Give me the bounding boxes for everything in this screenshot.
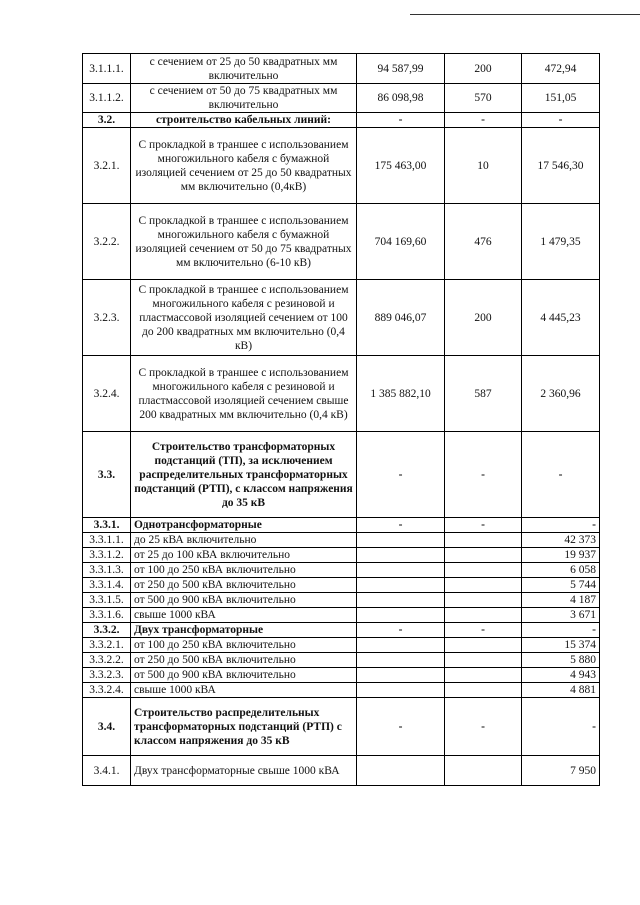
item-number: 3.3.1.3. [83, 563, 131, 578]
table-row [83, 204, 600, 280]
item-quantity [445, 548, 522, 563]
table-row [83, 54, 600, 84]
table-row [83, 623, 600, 638]
item-cost: - [357, 432, 445, 518]
item-quantity: 200 [445, 54, 522, 84]
item-rate: 4 445,23 [522, 280, 600, 356]
table-row [83, 533, 600, 548]
item-rate: - [522, 623, 600, 638]
item-description: от 100 до 250 кВА включительно [131, 563, 357, 578]
item-quantity [445, 608, 522, 623]
item-rate: 17 546,30 [522, 128, 600, 204]
item-number: 3.1.1.1. [83, 54, 131, 84]
item-quantity: 200 [445, 280, 522, 356]
item-cost: 889 046,07 [357, 280, 445, 356]
item-description: Двух трансформаторные свыше 1000 кВА [131, 756, 357, 786]
item-number: 3.4.1. [83, 756, 131, 786]
item-rate: 19 937 [522, 548, 600, 563]
item-cost [357, 563, 445, 578]
item-rate: 4 881 [522, 683, 600, 698]
item-number: 3.3.2.3. [83, 668, 131, 683]
item-number: 3.3.1.2. [83, 548, 131, 563]
item-number: 3.3.2.2. [83, 653, 131, 668]
item-description: от 100 до 250 кВА включительно [131, 638, 357, 653]
item-quantity: - [445, 518, 522, 533]
item-number: 3.2. [83, 113, 131, 128]
item-quantity: 587 [445, 356, 522, 432]
item-rate: 5 880 [522, 653, 600, 668]
item-quantity [445, 653, 522, 668]
item-description: с сечением от 50 до 75 квадратных мм включительно [131, 84, 357, 113]
tariff-table [82, 53, 600, 786]
item-quantity: - [445, 113, 522, 128]
item-quantity [445, 668, 522, 683]
item-cost [357, 638, 445, 653]
item-cost: 86 098,98 [357, 84, 445, 113]
item-quantity: 10 [445, 128, 522, 204]
item-cost: - [357, 518, 445, 533]
item-description: свыше 1000 кВА [131, 608, 357, 623]
table-row [83, 638, 600, 653]
item-rate: 7 950 [522, 756, 600, 786]
item-rate: 6 058 [522, 563, 600, 578]
table-row [83, 608, 600, 623]
item-cost [357, 756, 445, 786]
header-rule [410, 14, 640, 15]
item-rate: 15 374 [522, 638, 600, 653]
item-description: от 250 до 500 кВА включительно [131, 653, 357, 668]
item-cost: 94 587,99 [357, 54, 445, 84]
table-row [83, 280, 600, 356]
item-rate: 42 373 [522, 533, 600, 548]
item-rate: 4 187 [522, 593, 600, 608]
item-cost: 1 385 882,10 [357, 356, 445, 432]
item-cost [357, 668, 445, 683]
item-description: Двух трансформаторные [131, 623, 357, 638]
item-rate: - [522, 698, 600, 756]
item-description: Строительство трансформаторных подстанций (ТП), за исключением распределительных трансформаторных подстанций (РТП), с классом напряжения до 35 кВ [131, 432, 357, 518]
item-description: Строительство распределительных трансформаторных подстанций (РТП) с классом напряжения до 35 кВ [131, 698, 357, 756]
item-cost [357, 608, 445, 623]
table-row [83, 84, 600, 113]
item-rate: 151,05 [522, 84, 600, 113]
item-quantity [445, 683, 522, 698]
item-quantity: - [445, 432, 522, 518]
table-row [83, 548, 600, 563]
item-cost [357, 683, 445, 698]
table-row [83, 698, 600, 756]
item-description: от 25 до 100 кВА включительно [131, 548, 357, 563]
item-cost: - [357, 113, 445, 128]
item-number: 3.3.1.4. [83, 578, 131, 593]
item-description: с сечением от 25 до 50 квадратных мм включительно [131, 54, 357, 84]
item-number: 3.3.2. [83, 623, 131, 638]
table-row [83, 668, 600, 683]
item-quantity: - [445, 623, 522, 638]
item-number: 3.3. [83, 432, 131, 518]
table-row [83, 518, 600, 533]
item-rate: - [522, 432, 600, 518]
item-number: 3.2.3. [83, 280, 131, 356]
item-number: 3.4. [83, 698, 131, 756]
item-rate: 5 744 [522, 578, 600, 593]
table-row [83, 356, 600, 432]
item-description: С прокладкой в траншее с использованием многожильного кабеля с резиновой и пластмассовой изоляцией сечением свыше 200 квадратных мм включительно (0,4 кВ) [131, 356, 357, 432]
item-description: С прокладкой в траншее с использованием многожильного кабеля с бумажной изоляцией сечением от 50 до 75 квадратных мм включительно (6-10 кВ) [131, 204, 357, 280]
item-cost: - [357, 623, 445, 638]
item-number: 3.2.4. [83, 356, 131, 432]
item-cost [357, 653, 445, 668]
item-number: 3.3.2.1. [83, 638, 131, 653]
item-number: 3.3.1.5. [83, 593, 131, 608]
item-description: до 25 кВА включительно [131, 533, 357, 548]
item-number: 3.2.1. [83, 128, 131, 204]
item-rate: 3 671 [522, 608, 600, 623]
item-rate: - [522, 518, 600, 533]
item-cost: 704 169,60 [357, 204, 445, 280]
item-quantity [445, 533, 522, 548]
item-rate: 2 360,96 [522, 356, 600, 432]
item-description: свыше 1000 кВА [131, 683, 357, 698]
item-quantity: 570 [445, 84, 522, 113]
item-description: Однотрансформаторные [131, 518, 357, 533]
item-number: 3.2.2. [83, 204, 131, 280]
item-description: от 250 до 500 кВА включительно [131, 578, 357, 593]
item-cost [357, 548, 445, 563]
table-row [83, 432, 600, 518]
table-row [83, 593, 600, 608]
item-quantity [445, 638, 522, 653]
item-cost: 175 463,00 [357, 128, 445, 204]
table-row [83, 578, 600, 593]
table-row [83, 113, 600, 128]
item-number: 3.3.1.6. [83, 608, 131, 623]
item-number: 3.3.1.1. [83, 533, 131, 548]
item-description: С прокладкой в траншее с использованием многожильного кабеля с бумажной изоляцией сечением от 25 до 50 квадратных мм включительно (0,4кВ) [131, 128, 357, 204]
table-body [83, 54, 600, 786]
item-quantity: - [445, 698, 522, 756]
item-rate: - [522, 113, 600, 128]
item-rate: 472,94 [522, 54, 600, 84]
item-description: С прокладкой в траншее с использованием многожильного кабеля с резиновой и пластмассовой изоляцией сечением от 100 до 200 квадратных мм включительно (0,4 кВ) [131, 280, 357, 356]
table-row [83, 756, 600, 786]
item-number: 3.3.1. [83, 518, 131, 533]
item-quantity [445, 593, 522, 608]
item-description: от 500 до 900 кВА включительно [131, 668, 357, 683]
table-row [83, 683, 600, 698]
item-cost: - [357, 698, 445, 756]
table-row [83, 563, 600, 578]
item-description: строительство кабельных линий: [131, 113, 357, 128]
item-quantity [445, 756, 522, 786]
item-quantity [445, 578, 522, 593]
item-cost [357, 593, 445, 608]
item-number: 3.3.2.4. [83, 683, 131, 698]
table-row [83, 653, 600, 668]
item-cost [357, 578, 445, 593]
item-description: от 500 до 900 кВА включительно [131, 593, 357, 608]
table-row [83, 128, 600, 204]
item-quantity: 476 [445, 204, 522, 280]
item-rate: 1 479,35 [522, 204, 600, 280]
item-number: 3.1.1.2. [83, 84, 131, 113]
item-quantity [445, 563, 522, 578]
item-rate: 4 943 [522, 668, 600, 683]
item-cost [357, 533, 445, 548]
